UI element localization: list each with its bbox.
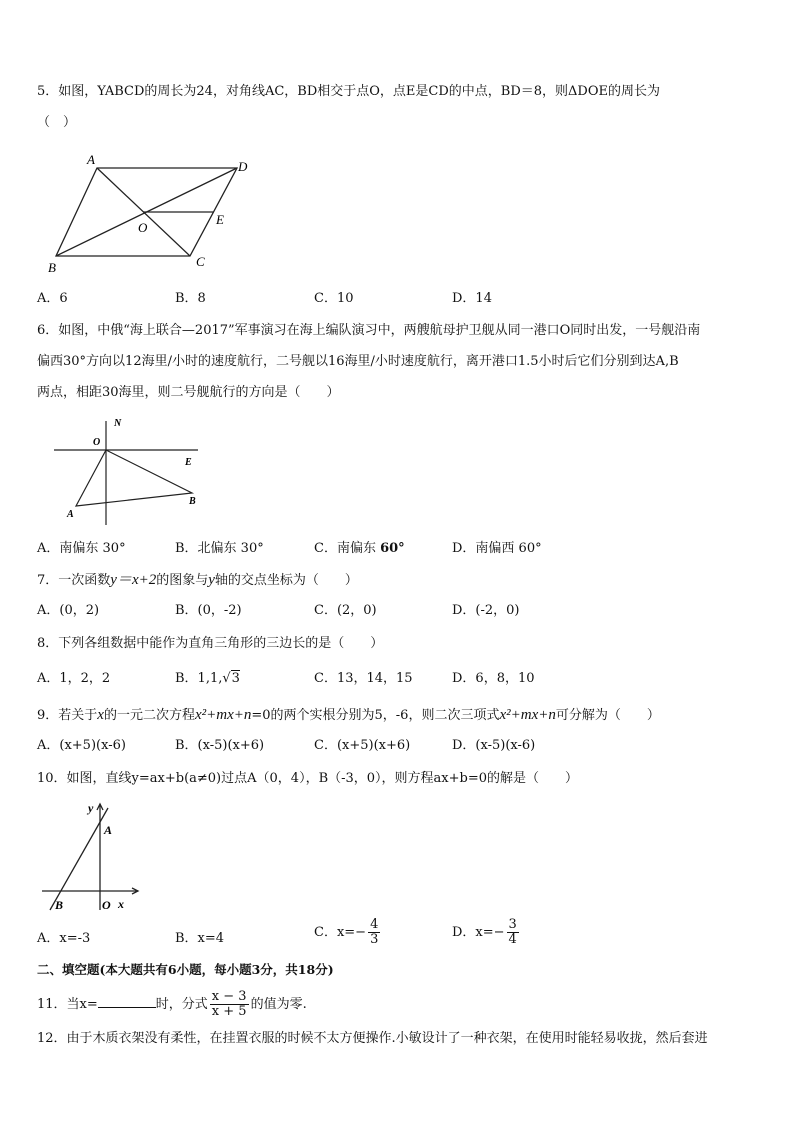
q9-eq2: x²+mx+n [499, 707, 556, 723]
section-2-title: 二、填空题(本大题共有6小题，每小题3分，共18分) [37, 962, 334, 977]
q7-formula: y＝x+2 [110, 572, 157, 588]
q11-stem [37, 990, 307, 1019]
q7-text-a: 7．一次函数 [37, 573, 111, 588]
label-e: E [185, 457, 192, 468]
frac-num: 4 [370, 917, 379, 932]
q9-x: x [97, 707, 104, 723]
label-x: x [118, 897, 124, 911]
q8-stem: 8．下列各组数据中能作为直角三角形的三边长的是（ ） [37, 636, 384, 651]
q6-line2: 偏西30°方向以12海里/小时的速度航行，二号舰以16海里/小时速度航行，离开港口1.5小时后它们分别到达A,B [37, 354, 679, 369]
label-o: O [102, 898, 111, 912]
q6-option-c-bold: 60° [380, 541, 405, 556]
q7-var: y [208, 572, 215, 588]
q9-option-b[interactable]: B．(x-5)(x+6) [175, 738, 265, 753]
q9-text-b: 的一元二次方程 [103, 708, 195, 723]
q7-text-c: 轴的交点坐标为（ ） [214, 573, 358, 588]
q6-line1: 6．如图，中俄“海上联合—2017”军事演习在海上编队演习中，两艘航母护卫舰从同一港口O同时出发，一号舰沿南 [37, 323, 701, 338]
q7-option-d[interactable]: D．(-2，0) [452, 603, 520, 618]
q8-option-b[interactable] [175, 670, 240, 688]
q10-stem: 10．如图，直线y=ax+b(a≠0)过点A（0，4），B（-3，0），则方程ax+b=0的解是（ ） [37, 771, 579, 786]
q12-stem: 12．由于木质衣架没有柔性，在挂置衣服的时候不太方便操作.小敏设计了一种衣架，在使用时能轻易收拢，然后套进 [37, 1031, 708, 1046]
label-d: D [238, 159, 248, 174]
label-b: B [55, 898, 64, 912]
label-e: E [216, 212, 224, 227]
q11-fraction [210, 990, 249, 1019]
q6-option-a[interactable]: A．南偏东 30° [37, 541, 126, 556]
q8-option-c[interactable]: C．13，14，15 [314, 671, 413, 686]
q8-option-b-text: B．1,1, [175, 671, 223, 686]
q9-text-c: =0的两个实根分别为5，-6，则二次三项式 [251, 708, 500, 723]
q9-eq: x²+mx+n [194, 707, 252, 723]
q8-option-d[interactable]: D．6，8，10 [452, 671, 535, 686]
q7-option-b[interactable]: B．(0，-2) [175, 603, 242, 618]
q10-option-a[interactable]: A．x=-3 [37, 931, 91, 946]
q9-option-a[interactable]: A．(x+5)(x-6) [37, 738, 126, 753]
label-b: B [189, 496, 196, 507]
q5-line2: （ ） [37, 115, 77, 130]
frac-num: x − 3 [211, 989, 247, 1004]
frac-den: 3 [370, 932, 379, 947]
frac-num: 3 [508, 917, 517, 932]
triangle-oab [76, 450, 192, 506]
line-ab [50, 808, 108, 910]
q7-option-a[interactable]: A．(0，2) [37, 603, 100, 618]
q6-line3: 两点，相距30海里，则二号舰航行的方向是（ ） [37, 385, 340, 400]
q5-option-d[interactable]: D．14 [452, 291, 492, 306]
q10-line-graph-figure [38, 798, 148, 916]
q6-option-c[interactable] [314, 540, 405, 558]
q10-option-d[interactable] [452, 918, 521, 947]
q7-stem [37, 571, 358, 590]
label-b: B [48, 260, 56, 275]
q9-text-d: 可分解为（ ） [555, 708, 660, 723]
q11-text-b: 时，分式 [155, 997, 208, 1012]
q5-option-a[interactable]: A．6 [37, 291, 68, 306]
q6-compass-figure [48, 415, 208, 530]
q10-option-c-fraction [368, 918, 380, 947]
q6-option-b[interactable]: B．北偏东 30° [175, 541, 264, 556]
frac-den: x + 5 [211, 1004, 247, 1019]
q10-option-c-text: C．x=− [314, 925, 367, 940]
label-c: C [196, 254, 205, 269]
q10-option-d-fraction [507, 918, 519, 947]
label-o: O [138, 220, 148, 235]
q9-text-a: 9．若关于 [37, 708, 98, 723]
label-n: N [114, 418, 122, 429]
q8-option-a[interactable]: A．1，2，2 [37, 671, 111, 686]
q8-option-b-sqrt: 3 [231, 671, 240, 686]
label-o: O [93, 437, 101, 448]
q9-option-d[interactable]: D．(x-5)(x-6) [452, 738, 536, 753]
q11-text-c: 的值为零. [250, 997, 307, 1012]
label-y: y [88, 801, 94, 815]
answer-blank[interactable] [98, 993, 156, 1008]
label-a: A [67, 509, 74, 520]
q6-option-c-text: C．南偏东 [314, 541, 376, 556]
q10-option-d-text: D．x=− [452, 925, 505, 940]
q11-text-a: 11．当x= [37, 997, 98, 1012]
frac-den: 4 [508, 932, 517, 947]
q10-option-c[interactable] [314, 918, 382, 947]
q5-parallelogram-figure [40, 148, 260, 278]
q10-option-b[interactable]: B．x=4 [175, 931, 225, 946]
q5-line1: 5．如图，YABCD的周长为24，对角线AC，BD相交于点O，点E是CD的中点，BD＝8，则ΔDOE的周长为 [37, 84, 660, 99]
sqrt-symbol: √ [222, 671, 231, 686]
q5-option-b[interactable]: B．8 [175, 291, 206, 306]
q9-stem [37, 706, 660, 725]
label-a: A [87, 152, 95, 167]
q7-text-b: 的图象与 [156, 573, 209, 588]
q9-option-c[interactable]: C．(x+5)(x+6) [314, 738, 411, 753]
label-a: A [104, 823, 113, 837]
q6-option-d[interactable]: D．南偏西 60° [452, 541, 542, 556]
q5-option-c[interactable]: C．10 [314, 291, 354, 306]
q7-option-c[interactable]: C．(2，0) [314, 603, 377, 618]
